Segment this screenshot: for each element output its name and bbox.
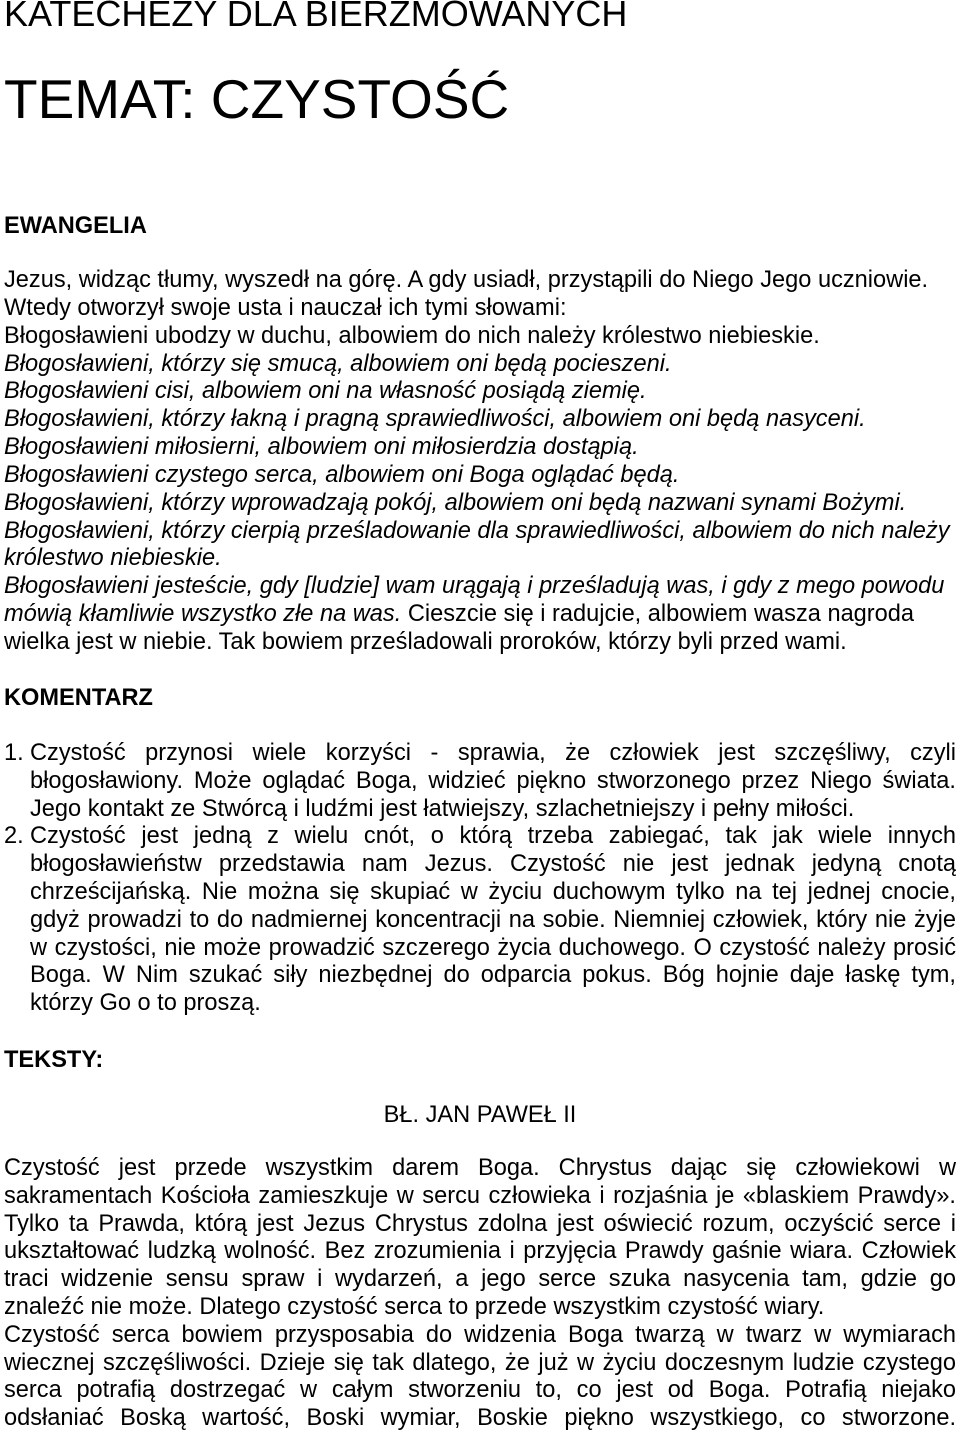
series-title: KATECHEZY DLA BIERZMOWANYCH xyxy=(4,0,628,34)
gospel-line: Błogosławieni miłosierni, albowiem oni miłosierdzia dostąpią. xyxy=(4,434,639,461)
gospel-line: Błogosławieni jesteście, gdy [ludzie] wam urągają i prześladują was, i gdy z mego powodu xyxy=(4,573,945,600)
gospel-line: wielka jest w niebie. Tak bowiem prześladowali proroków, którzy byli przed wami. xyxy=(4,628,847,655)
section-heading-gospel: EWANGELIA xyxy=(4,213,147,239)
gospel-line: Błogosławieni ubodzy w duchu, albowiem do nich należy królestwo niebieskie. xyxy=(4,322,820,349)
quote-line: Tylko ta Prawda, którą jest Jezus Chrystus zdolna jest oświecić rozum, oczyścić serce i xyxy=(4,1210,956,1237)
commentary-line: Boga. W Nim szukać siły niezbędnej do odparcia pokus. Bóg hojnie daje łaskę tym, xyxy=(30,962,956,989)
gospel-line: Wtedy otworzył swoje usta i nauczał ich tymi słowami: xyxy=(4,294,567,321)
gospel-line: królestwo niebieskie. xyxy=(4,545,222,572)
commentary-line: Czystość jest jedną z wielu cnót, o którą trzeba zabiegać, tak jak wiele innych xyxy=(30,823,956,850)
quote-line: serca potrafią dostrzegać w całym stworzeniu to, co jest od Boga. Potrafią niejako xyxy=(4,1377,956,1404)
quote-text xyxy=(4,1155,956,1433)
quote-line: sakramentach Kościoła zamieszkuje w sercu człowieka i rozjaśnia je «blaskiem Prawdy». xyxy=(4,1182,956,1209)
quote-line: traci widzenie sensu spraw i wydarzeń, a jego serce szuka nasycenia tam, gdzie go xyxy=(4,1266,956,1293)
quote-line: znaleźć nie może. Dlatego czystość serca to przede wszystkim czystość wiary. xyxy=(4,1293,825,1320)
commentary-list xyxy=(4,740,956,1018)
quote-line: Czystość serca bowiem przysposabia do widzenia Boga twarzą w twarz w wymiarach xyxy=(4,1321,956,1348)
quote-line: wiecznej szczęśliwości. Dzieje się tak dlatego, że już w życiu doczesnym ludzie czystego xyxy=(4,1349,956,1376)
commentary-item xyxy=(4,823,956,1018)
section-heading-commentary: KOMENTARZ xyxy=(4,685,153,711)
commentary-line: którzy Go o to proszą. xyxy=(30,990,261,1017)
commentary-line: w czystości, nie może prowadzić szczerego życia duchowego. O czystość należy prosić xyxy=(30,934,956,961)
gospel-line xyxy=(4,601,956,629)
gospel-text xyxy=(4,267,956,657)
commentary-line: Czystość przynosi wiele korzyści - sprawia, że człowiek jest szczęśliwy, czyli xyxy=(30,740,956,766)
commentary-item xyxy=(4,740,956,823)
commentary-line: chrześcijańską. Nie można się skupiać w życiu duchowym tylko na tej jednej cnocie, xyxy=(30,878,956,905)
commentary-line: błogosławieństw przedstawia nam Jezus. Czystość nie jest jednak jedyną cnotą xyxy=(30,851,956,878)
page-title: TEMAT: CZYSTOŚĆ xyxy=(4,68,510,130)
quote-line: ukształtować ludzką wolność. Bez zrozumienia i przyjęcia Prawdy gaśnie wiara. Człowiek xyxy=(4,1238,956,1265)
gospel-line: Błogosławieni czystego serca, albowiem oni Boga oglądać będą. xyxy=(4,461,680,488)
commentary-line: gdyż prowadzi to do nadmiernej koncentracji na sobie. Niemniej człowiek, który nie żyje xyxy=(30,906,956,933)
quote-author: BŁ. JAN PAWEŁ II xyxy=(383,1102,577,1128)
gospel-line: Błogosławieni, którzy się smucą, albowiem oni będą pocieszeni. xyxy=(4,350,672,377)
gospel-line: Błogosławieni, którzy wprowadzają pokój, albowiem oni będą nazwani synami Bożymi. xyxy=(4,489,907,516)
quote-line: Czystość jest przede wszystkim darem Boga. Chrystus dając się człowiekowi w xyxy=(4,1155,956,1181)
gospel-line: Błogosławieni cisi, albowiem oni na własność posiądą ziemię. xyxy=(4,378,647,405)
gospel-line-segment: Cieszcie się i radujcie, albowiem wasza nagroda xyxy=(401,601,915,628)
commentary-line: Jego kontakt ze Stwórcą i ludźmi jest łatwiejszy, szlachetniejszy i pełny miłości. xyxy=(30,795,855,822)
gospel-line-segment: mówią kłamliwie wszystko złe na was. xyxy=(4,601,402,628)
section-heading-texts: TEKSTY: xyxy=(4,1047,104,1073)
gospel-line: Błogosławieni, którzy cierpią prześladowanie dla sprawiedliwości, albowiem do nich należy xyxy=(4,517,950,544)
gospel-line: Błogosławieni, którzy łakną i pragną sprawiedliwości, albowiem oni będą nasyceni. xyxy=(4,406,866,433)
commentary-line: błogosławiony. Może oglądać Boga, widzieć piękno stworzonego przez Niego świata. xyxy=(30,767,956,794)
item-number: 1. xyxy=(4,740,24,766)
gospel-line: Jezus, widząc tłumy, wyszedł na górę. A gdy usiadł, przystąpili do Niego Jego uczniowie. xyxy=(4,267,929,293)
quote-line: odsłaniać Boską wartość, Boski wymiar, Boskie piękno wszystkiego, co stworzone. xyxy=(4,1405,956,1432)
item-number: 2. xyxy=(4,823,24,850)
